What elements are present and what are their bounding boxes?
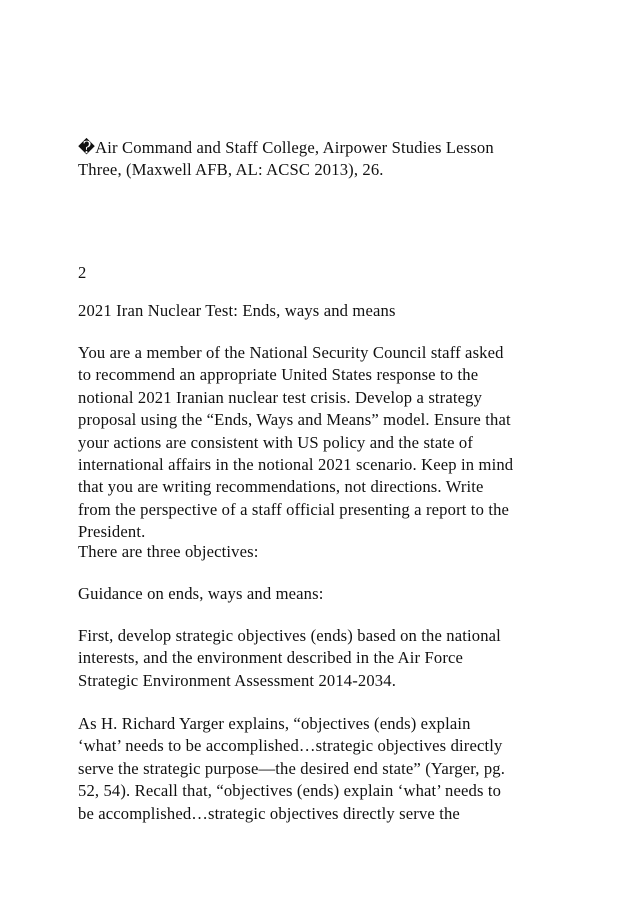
paragraph-line: Strategic Environment Assessment 2014-2034. [78, 670, 397, 690]
paragraph-line: your actions are consistent with US policy and the state of [78, 432, 474, 452]
footnote-line: Three, (Maxwell AFB, AL: ACSC 2013), 26. [78, 160, 384, 180]
paragraph-assignment [78, 342, 578, 544]
paragraph-first-step [78, 625, 578, 692]
footnote-line: �Air Command and Staff College, Airpower Studies Lesson [78, 138, 494, 157]
paragraph-line: You are a member of the National Security Council staff asked [78, 343, 504, 362]
paragraph-yarger-quote [78, 713, 578, 825]
paragraph-line: interests, and the environment described in the Air Force [78, 648, 464, 668]
paragraph-guidance [78, 583, 578, 605]
paragraph-line: international affairs in the notional 2021 scenario. Keep in mind [78, 455, 514, 475]
paragraph-line: proposal using the “Ends, Ways and Means” model. Ensure that [78, 410, 511, 430]
paragraph-line: serve the strategic purpose—the desired end state” (Yarger, pg. [78, 758, 506, 778]
paragraph-objectives [78, 541, 578, 563]
paragraph-line: notional 2021 Iranian nuclear test crisis. Develop a strategy [78, 387, 483, 407]
paragraph-line: be accomplished…strategic objectives directly serve the [78, 803, 460, 823]
paragraph-line: from the perspective of a staff official presenting a report to the [78, 499, 510, 519]
paragraph-line: As H. Richard Yarger explains, “objectives (ends) explain [78, 714, 471, 733]
paragraph-line: First, develop strategic objectives (ends) based on the national [78, 626, 501, 645]
section-heading: 2021 Iran Nuclear Test: Ends, ways and means [78, 301, 396, 320]
page-number: 2 [78, 263, 87, 282]
paragraph-line: Guidance on ends, ways and means: [78, 584, 324, 603]
paragraph-line: There are three objectives: [78, 542, 259, 561]
paragraph-line: President. [78, 522, 146, 542]
paragraph-line: ‘what’ needs to be accomplished…strategic objectives directly [78, 736, 503, 756]
paragraph-line: 52, 54). Recall that, “objectives (ends) explain ‘what’ needs to [78, 781, 502, 801]
paragraph-line: that you are writing recommendations, not directions. Write [78, 477, 484, 497]
footnote [78, 137, 578, 182]
paragraph-line: to recommend an appropriate United States response to the [78, 365, 479, 385]
